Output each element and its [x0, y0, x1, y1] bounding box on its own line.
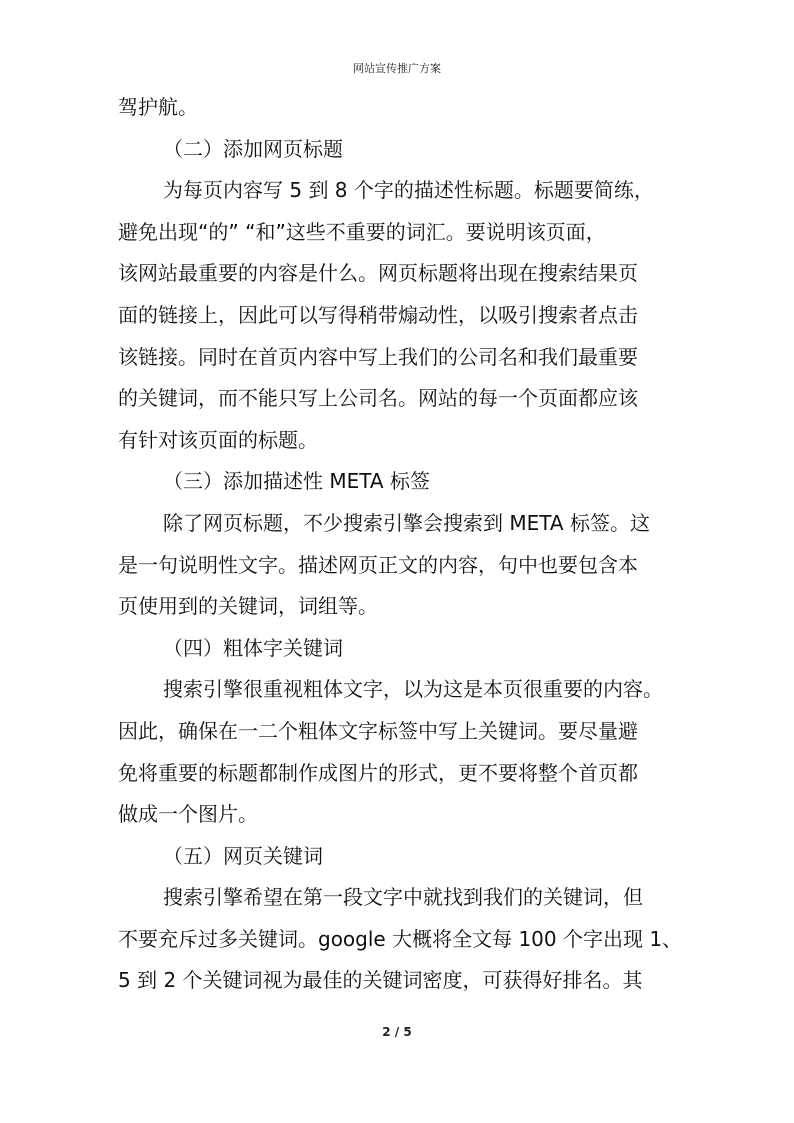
- body-line: 面的链接上，因此可以写得稍带煽动性，以吸引搜索者点击: [118, 302, 638, 327]
- body-line: 的关键词，而不能只写上公司名。网站的每一个页面都应该: [118, 386, 638, 411]
- body-line: 免将重要的标题都制作成图片的形式，更不要将整个首页都: [118, 760, 638, 785]
- body-line: 页使用到的关键词，词组等。: [118, 594, 378, 619]
- section-heading: （五）网页关键词: [163, 843, 323, 868]
- body-line: 因此，确保在一二个粗体文字标签中写上关键词。要尽量避: [118, 718, 638, 743]
- body-line: 搜索引擎很重视粗体文字，以为这是本页很重要的内容。: [163, 677, 663, 702]
- body-line: 5 到 2 个关键词视为最佳的关键词密度，可获得好排名。其: [118, 968, 643, 993]
- body-line: 搜索引擎希望在第一段文字中就找到我们的关键词，但: [163, 885, 643, 910]
- body-line: 不要充斥过多关键词。google 大概将全文每 100 个字出现 1、: [118, 926, 683, 951]
- body-line: 该网站最重要的内容是什么。网页标题将出现在搜索结果页: [118, 261, 638, 286]
- section-heading: （四）粗体字关键词: [163, 635, 343, 660]
- body-line: 做成一个图片。: [118, 802, 258, 827]
- body-line: 避免出现“的” “和”这些不重要的词汇。要说明该页面，: [118, 219, 606, 244]
- body-line: 除了网页标题，不少搜索引擎会搜索到 META 标签。这: [163, 510, 650, 535]
- body-line: 为每页内容写 5 到 8 个字的描述性标题。标题要简练，: [163, 178, 654, 203]
- document-body: [118, 97, 690, 1012]
- section-heading: （二）添加网页标题: [163, 136, 343, 161]
- page-header-title: 网站宣传推广方案: [353, 62, 441, 75]
- body-line: 驾护航。: [118, 95, 198, 119]
- section-heading: （三）添加描述性 META 标签: [163, 469, 430, 494]
- body-line: 有针对该页面的标题。: [118, 427, 318, 452]
- body-line: 该链接。同时在首页内容中写上我们的公司名和我们最重要: [118, 344, 638, 369]
- page-number: 2 / 5: [382, 1025, 412, 1039]
- body-line: 是一句说明性文字。描述网页正文的内容，句中也要包含本: [118, 552, 638, 577]
